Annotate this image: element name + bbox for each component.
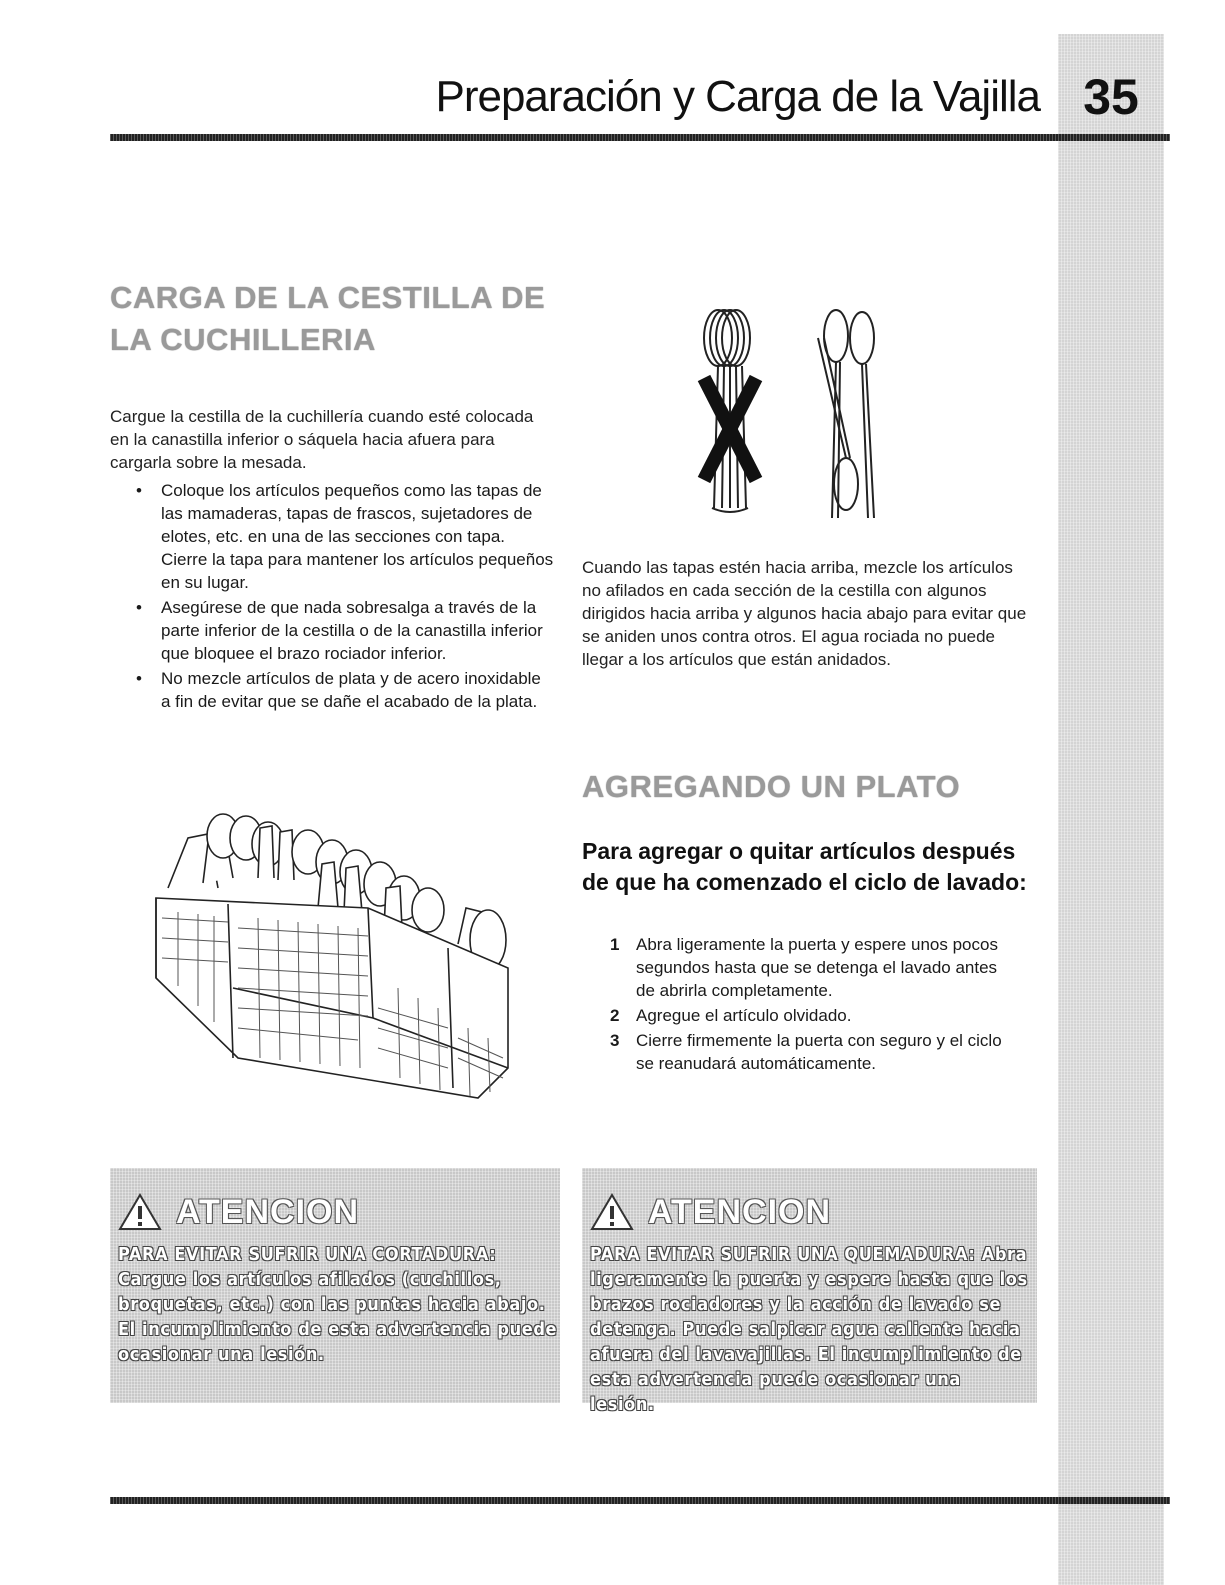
nested-spoons-illustration (668, 308, 908, 520)
warning-triangle-icon (590, 1192, 634, 1232)
step-number: 3 (610, 1031, 620, 1050)
bullet-symbol: • (136, 481, 142, 500)
warning-title: ATENCION (648, 1192, 832, 1231)
basket-body-icon (156, 898, 508, 1098)
list-item (134, 667, 554, 713)
step-text: Abra ligeramente la puerta y espere unos pocos segundos hasta que se detenga el lavado antes de abrirla completamente. (636, 935, 998, 1000)
spoon-tip-paragraph: Cuando las tapas estén hacia arriba, mezcle los artículos no afilados en cada sección de la cestilla con algunos dirigidos hacia arriba y algunos hacia abajo para evitar que se aniden unos contra otros. El agua rociada no puede llegar a los artículos que están anidados. (582, 558, 1027, 669)
warning-text: PARA EVITAR SUFRIR UNA CORTADURA: Cargue los artículos afilados (cuchillos, broquetas, etc.) con las puntas hacia abajo. El incumplimiento de esta advertencia puede ocasionar una lesión. (118, 1244, 558, 1365)
list-item (610, 933, 1020, 1002)
bullet-text: No mezcle artículos de plata y de acero inoxidable a fin de evitar que se dañe el acabado de la plata. (161, 669, 541, 711)
bullet-text: Coloque los artículos pequeños como las tapas de las mamaderas, tapas de frascos, sujetadores de elotes, etc. en una de las secciones con tapa. Cierre la tapa para mantener los artículos pequeños en su lugar. (161, 481, 554, 592)
cutlery-heading-line1: CARGA DE LA CESTILLA DE (110, 280, 546, 315)
side-tab-band (1058, 34, 1164, 1585)
bullet-symbol: • (136, 598, 142, 617)
burn-warning-box (582, 1168, 1037, 1415)
warning-header (118, 1192, 359, 1232)
alternating-spoons-icon (818, 310, 874, 518)
add-dish-subheading: Para agregar o quitar artículos después de que ha comenzado el ciclo de lavado: (582, 838, 1027, 895)
list-item (610, 1029, 1020, 1075)
list-item (134, 596, 554, 665)
cutlery-bullet-list (134, 479, 554, 715)
step-number: 1 (610, 935, 620, 954)
page-title: Preparación y Carga de la Vajilla (435, 72, 1040, 121)
top-rule (110, 134, 1170, 141)
warning-title: ATENCION (176, 1192, 360, 1231)
warning-triangle-icon (118, 1192, 162, 1232)
silverware-basket-illustration (148, 808, 518, 1108)
cutlery-intro: Cargue la cestilla de la cuchillería cuando esté colocada en la canastilla inferior o sáquela hacia afuera para cargarla sobre la mesada. (110, 407, 534, 472)
warning-header (590, 1192, 831, 1232)
step-number: 2 (610, 1006, 620, 1025)
page-number: 35 (1083, 69, 1139, 125)
cutlery-heading-line2: LA CUCHILLERIA (110, 322, 376, 357)
add-dish-steps (610, 933, 1020, 1077)
bottom-rule (110, 1497, 1170, 1504)
add-dish-heading: AGREGANDO UN PLATO (582, 769, 961, 804)
list-item (134, 479, 554, 594)
warning-text: PARA EVITAR SUFRIR UNA QUEMADURA: Abra ligeramente la puerta y espere hasta que los brazos rociadores y la acción de lavado se detenga. Puede salpicar agua caliente hacia afuera del lavavajillas. El incumplimiento de esta advertencia puede ocasionar una lesión. (590, 1244, 1028, 1415)
cutlery-heading (110, 277, 580, 361)
bullet-symbol: • (136, 669, 142, 688)
cut-warning-box (110, 1168, 560, 1403)
step-text: Cierre firmemente la puerta con seguro y el ciclo se reanudará automáticamente. (636, 1031, 1002, 1073)
step-text: Agregue el artículo olvidado. (636, 1006, 852, 1025)
bullet-text: Asegúrese de que nada sobresalga a través de la parte inferior de la cestilla o de la canastilla inferior que bloquee el brazo rociador inferior. (161, 598, 543, 663)
list-item (610, 1004, 1020, 1027)
